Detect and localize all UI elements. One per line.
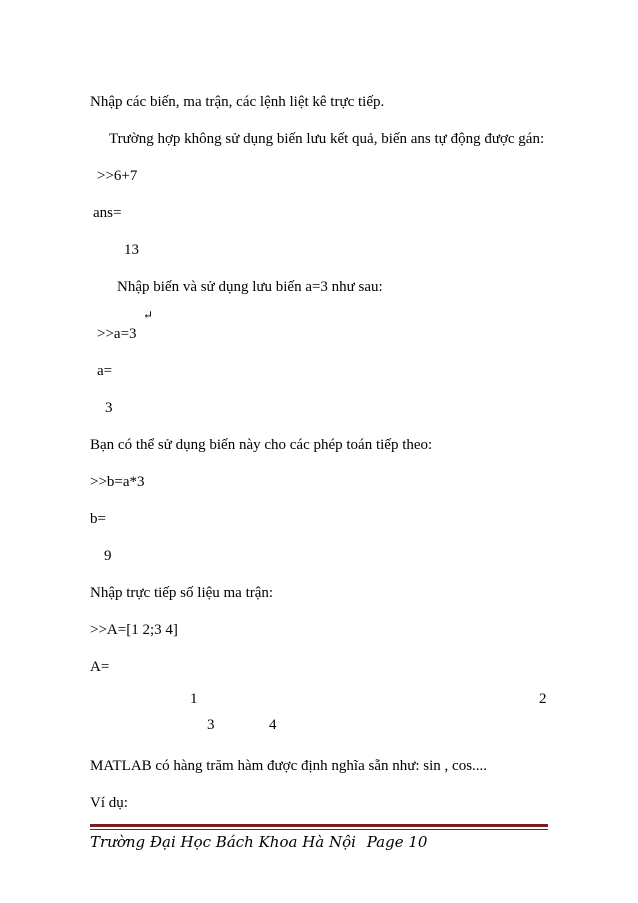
footer-divider-thin bbox=[90, 829, 548, 830]
code-line: >>6+7 bbox=[97, 168, 138, 184]
code-line: >>A=[1 2;3 4] bbox=[90, 622, 178, 638]
code-output: 9 bbox=[104, 548, 112, 564]
matrix-cell: 4 bbox=[269, 717, 277, 733]
text-line: Bạn có thể sử dụng biến này cho các phép toán tiếp theo: bbox=[90, 437, 433, 453]
code-line: a= bbox=[97, 363, 113, 379]
code-line: >>a=3 bbox=[97, 326, 137, 342]
text-line: Trường hợp không sử dụng biến lưu kết quả, biến ans tự động được gán: bbox=[109, 131, 545, 147]
matrix-cell: 3 bbox=[207, 717, 215, 733]
page-footer bbox=[90, 832, 427, 852]
text-line: Nhập trực tiếp số liệu ma trận: bbox=[90, 585, 274, 601]
code-line: >>b=a*3 bbox=[90, 474, 145, 490]
text-line: Ví dụ: bbox=[90, 795, 128, 811]
matrix-cell: 1 bbox=[190, 691, 198, 707]
text-line: MATLAB có hàng trăm hàm được định nghĩa sẵn như: sin , cos.... bbox=[90, 758, 488, 774]
footer-institution: Trường Đại Học Bách Khoa Hà Nội bbox=[90, 833, 356, 851]
footer-page-number: Page 10 bbox=[366, 833, 428, 851]
code-line: ans= bbox=[93, 205, 122, 221]
matrix-cell: 2 bbox=[539, 691, 547, 707]
text-line: Nhập biến và sử dụng lưu biến a=3 như sau: bbox=[117, 279, 383, 295]
return-arrow-icon: ↵ bbox=[143, 308, 154, 322]
footer-divider bbox=[90, 824, 548, 827]
code-line: b= bbox=[90, 511, 106, 527]
code-line: A= bbox=[90, 659, 110, 675]
text-line: Nhập các biến, ma trận, các lệnh liệt kê trực tiếp. bbox=[90, 94, 385, 110]
code-output: 3 bbox=[105, 400, 113, 416]
code-output: 13 bbox=[124, 242, 139, 258]
